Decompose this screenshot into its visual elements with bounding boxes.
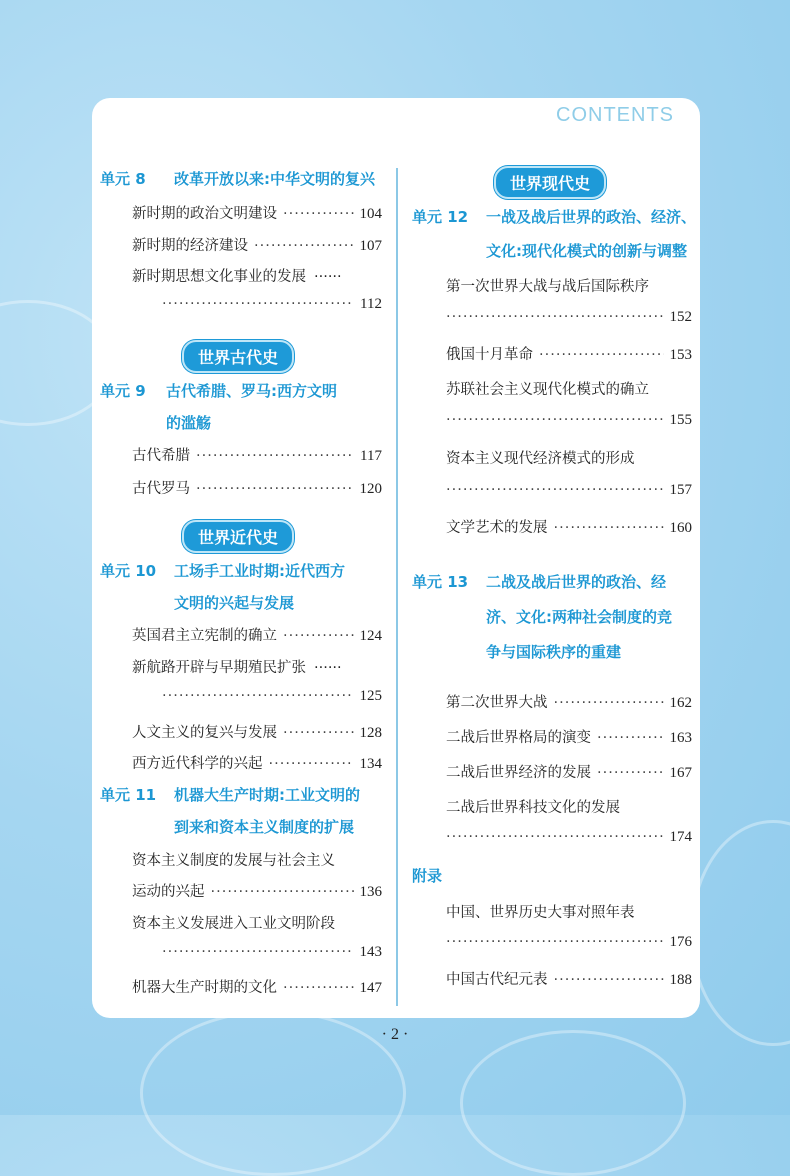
unit-label: 单元 13 [412,573,469,591]
entry-title: 文学艺术的发展 [446,520,548,536]
leader-dots [162,296,354,312]
leader-dots [196,448,354,464]
leader-dots [554,972,664,988]
entry-title: 第二次世界大战 [446,695,548,711]
appendix-heading[interactable]: 附录 [412,867,443,885]
leader-dots [283,206,354,222]
entry-title: 二战后世界经济的发展 [446,765,591,781]
toc-entry[interactable]: 新航路开辟与早期殖民扩张 ······ [132,660,342,676]
toc-entry[interactable] [446,796,620,817]
unit-title[interactable]: 二战及战后世界的政治、经 [486,573,667,591]
unit-title-cont[interactable]: 的滥觞 [166,414,212,432]
page-number: 134 [359,756,382,772]
section-badge-modern: 世界近代史 [182,520,294,553]
page-number: 174 [669,829,692,845]
entry-title: 英国君主立宪制的确立 [132,628,277,644]
unit-title-cont[interactable]: 文化:现代化模式的创新与调整 [486,242,687,260]
toc-entry-continuation[interactable] [162,688,382,705]
page-number: 155 [669,412,692,428]
toc-entry-continuation[interactable] [446,934,692,951]
toc-entry[interactable] [132,202,382,223]
section-badge-ancient: 世界古代史 [182,340,294,373]
unit-title[interactable]: 古代希腊、罗马:西方文明 [166,382,337,400]
unit-label: 单元 12 [412,208,469,226]
toc-entry[interactable] [446,761,692,782]
entry-title: 中国、世界历史大事对照年表 [446,905,635,921]
toc-entry[interactable] [446,378,649,399]
unit-label: 单元 10 [100,562,157,580]
section-badge-contemporary: 世界现代史 [494,166,606,199]
leader-dots [283,628,354,644]
unit-10-heading[interactable] [100,560,156,581]
toc-entry-continuation[interactable] [446,482,692,499]
unit-title[interactable]: 一战及战后世界的政治、经济、 [486,208,697,226]
toc-entry-continuation[interactable] [446,412,692,429]
entry-title: 古代罗马 [132,481,190,497]
toc-entry[interactable] [132,721,382,742]
unit-title[interactable]: 机器大生产时期:工业文明的 [174,786,360,804]
entry-title: 资本主义现代经济模式的形成 [446,451,635,467]
leader-dots [269,756,354,772]
page-number: 128 [359,725,382,741]
unit-8-heading[interactable] [100,168,146,189]
page-number: 117 [360,448,382,464]
unit-label: 单元 8 [100,170,146,188]
toc-entry[interactable] [446,691,692,712]
page-number: 167 [669,765,692,781]
page-number: 120 [359,481,382,497]
toc-entry[interactable] [446,516,692,537]
entry-title: 中国古代纪元表 [446,972,548,988]
background-swirl [690,820,790,1046]
toc-entry-continuation[interactable] [162,944,382,961]
leader-dots [446,309,664,325]
entry-title: 资本主义发展进入工业文明阶段 [132,916,335,932]
leader-dots [446,412,664,428]
toc-entry[interactable]: 新时期思想文化事业的发展 ······ [132,269,342,285]
toc-entry[interactable] [132,976,382,997]
entry-title: 古代希腊 [132,448,190,464]
leader-dots [162,688,354,704]
leader-dots [211,884,354,900]
page-number: 125 [359,688,382,704]
leader-dots [446,829,664,845]
leader-dots [162,944,354,960]
page-number: 104 [359,206,382,222]
toc-entry-continuation[interactable] [162,296,382,313]
page-number: 188 [669,972,692,988]
unit-title[interactable]: 工场手工业时期:近代西方 [174,562,345,580]
page-number: 157 [669,482,692,498]
page-number: 107 [359,238,382,254]
toc-entry-continuation[interactable] [446,309,692,326]
unit-9-heading[interactable] [100,380,146,401]
leader-dots [196,481,354,497]
toc-entry[interactable] [132,234,382,255]
toc-entry[interactable] [446,901,635,922]
entry-title: 新时期的经济建设 [132,238,248,254]
unit-11-heading[interactable] [100,784,156,805]
page-number: 152 [669,309,692,325]
toc-entry[interactable] [132,477,382,498]
page-number: 124 [359,628,382,644]
toc-entry[interactable] [132,444,382,465]
entry-title: 二战后世界格局的演变 [446,730,591,746]
page-number: 162 [669,695,692,711]
unit-13-heading[interactable] [412,571,468,592]
unit-title-cont[interactable]: 争与国际秩序的重建 [486,643,622,661]
page-number: 136 [359,884,382,900]
entry-title: 新时期思想文化事业的发展 [132,269,306,285]
leader-dots [554,520,664,536]
toc-entry[interactable] [132,752,382,773]
leader-dots [446,482,664,498]
column-divider [396,168,398,1006]
unit-title-cont[interactable]: 文明的兴起与发展 [174,594,295,612]
page-number: 160 [669,520,692,536]
toc-entry[interactable] [446,968,692,989]
toc-entry[interactable] [446,343,692,364]
page-number: 153 [669,347,692,363]
leader-dots [539,347,664,363]
toc-entry[interactable] [132,624,382,645]
entry-title: 二战后世界科技文化的发展 [446,800,620,816]
entry-title: 西方近代科学的兴起 [132,756,263,772]
entry-title: 资本主义制度的发展与社会主义 [132,853,335,869]
entry-title: 机器大生产时期的文化 [132,980,277,996]
leader-dots [254,238,354,254]
unit-title-cont[interactable]: 到来和资本主义制度的扩展 [174,818,355,836]
leader-dots [283,725,354,741]
unit-title-cont[interactable]: 济、文化:两种社会制度的竞 [486,608,672,626]
entry-title: 俄国十月革命 [446,347,533,363]
contents-panel [92,98,700,1018]
leader-dots [283,980,354,996]
unit-title[interactable]: 改革开放以来:中华文明的复兴 [174,170,375,188]
toc-entry[interactable] [132,912,335,933]
page-number: 163 [669,730,692,746]
contents-heading: CONTENTS [556,104,674,126]
entry-title: 苏联社会主义现代化模式的确立 [446,382,649,398]
page-number: 176 [669,934,692,950]
entry-title: 人文主义的复兴与发展 [132,725,277,741]
unit-12-heading[interactable] [412,206,468,227]
toc-entry[interactable] [132,849,335,870]
leader-dots [446,934,664,950]
entry-title: 新时期的政治文明建设 [132,206,277,222]
page-number-footer: · 2 · [381,1026,409,1043]
leader-dots [597,730,664,746]
page-number: 147 [359,980,382,996]
entry-title: 新航路开辟与早期殖民扩张 [132,660,306,676]
toc-entry[interactable] [446,275,649,296]
toc-entry-continuation[interactable] [446,829,692,846]
toc-entry[interactable] [446,447,635,468]
page-number: 143 [359,944,382,960]
leader-dots [554,695,664,711]
toc-entry-continuation[interactable] [132,880,382,901]
leader-dots [597,765,664,781]
entry-title: 第一次世界大战与战后国际秩序 [446,279,649,295]
unit-label: 单元 9 [100,382,146,400]
unit-label: 单元 11 [100,786,157,804]
page-number: 112 [360,296,382,312]
toc-entry[interactable] [446,726,692,747]
entry-title: 运动的兴起 [132,884,205,900]
background-swirl [460,1030,686,1176]
